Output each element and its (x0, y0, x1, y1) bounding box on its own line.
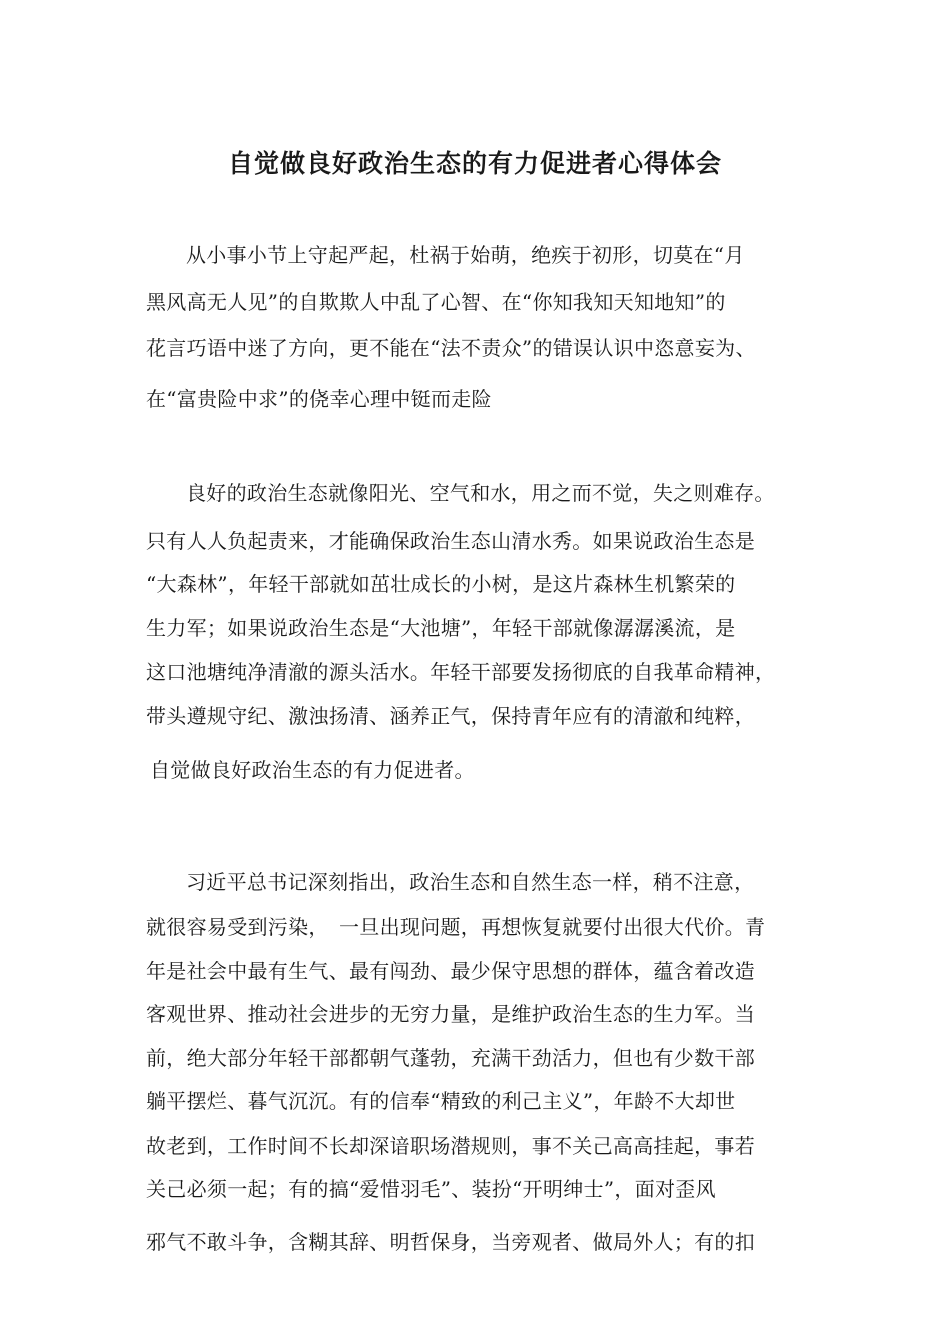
paragraph-1-line-3: 花言巧语中迷了方向，更不能在“法不责众”的错误认识中恣意妄为、 (146, 336, 756, 360)
paragraph-2-line-3: “大森林”，年轻干部就如茁壮成长的小树，是这片森林生机繁荣的 (146, 572, 736, 596)
paragraph-2-line-1: 良好的政治生态就像阳光、空气和水，用之而不觉，失之则难存。 (186, 481, 775, 505)
paragraph-3-line-2: 就很容易受到污染， 一旦出现问题，再想恢复就要付出很大代价。青 (146, 915, 766, 939)
document-title: 自觉做良好政治生态的有力促进者心得体会 (227, 149, 722, 178)
paragraph-3-line-1: 习近平总书记深刻指出，政治生态和自然生态一样，稍不注意， (186, 870, 755, 894)
paragraph-3-line-8: 关己必须一起；有的搞“爱惜羽毛”、装扮“开明绅士”，面对歪风 (146, 1177, 716, 1201)
paragraph-2-line-2: 只有人人负起责来，才能确保政治生态山清水秀。如果说政治生态是 (146, 529, 755, 553)
paragraph-3-line-6: 躺平摆烂、暮气沉沉。有的信奉“精致的利己主义”，年龄不大却世 (146, 1089, 736, 1113)
paragraph-3-line-9: 邪气不敢斗争，含糊其辞、明哲保身，当旁观者、做局外人；有的扣 (146, 1230, 755, 1254)
paragraph-3-line-4: 客观世界、推动社会进步的无穷力量，是维护政治生态的生力军。当 (146, 1002, 755, 1026)
paragraph-2-line-6: 带头遵规守纪、激浊扬清、涵养正气，保持青年应有的清澈和纯粹， (146, 704, 755, 728)
paragraph-2-line-7: 自觉做良好政治生态的有力促进者。 (150, 758, 475, 782)
paragraph-3-line-5: 前，绝大部分年轻干部都朝气蓬勃，充满干劲活力，但也有少数干部 (146, 1046, 755, 1070)
paragraph-2-line-4: 生力军；如果说政治生态是“大池塘”，年轻干部就像潺潺溪流，是 (146, 616, 736, 640)
paragraph-1-line-2: 黑风高无人见”的自欺欺人中乱了心智、在“你知我知天知地知”的 (146, 290, 726, 314)
paragraph-2-line-5: 这口池塘纯净清澈的源头活水。年轻干部要发扬彻底的自我革命精神， (146, 660, 776, 684)
paragraph-3-line-7: 故老到，工作时间不长却深谙职场潜规则，事不关己高高挂起，事若 (146, 1134, 755, 1158)
paragraph-3-line-3: 年是社会中最有生气、最有闯劲、最少保守思想的群体，蕴含着改造 (146, 959, 755, 983)
paragraph-1-line-1: 从小事小节上守起严起，杜祸于始萌，绝疾于初形，切莫在“月 (186, 243, 745, 267)
paragraph-1-line-4: 在“富贵险中求”的侥幸心理中铤而走险 (146, 387, 492, 411)
